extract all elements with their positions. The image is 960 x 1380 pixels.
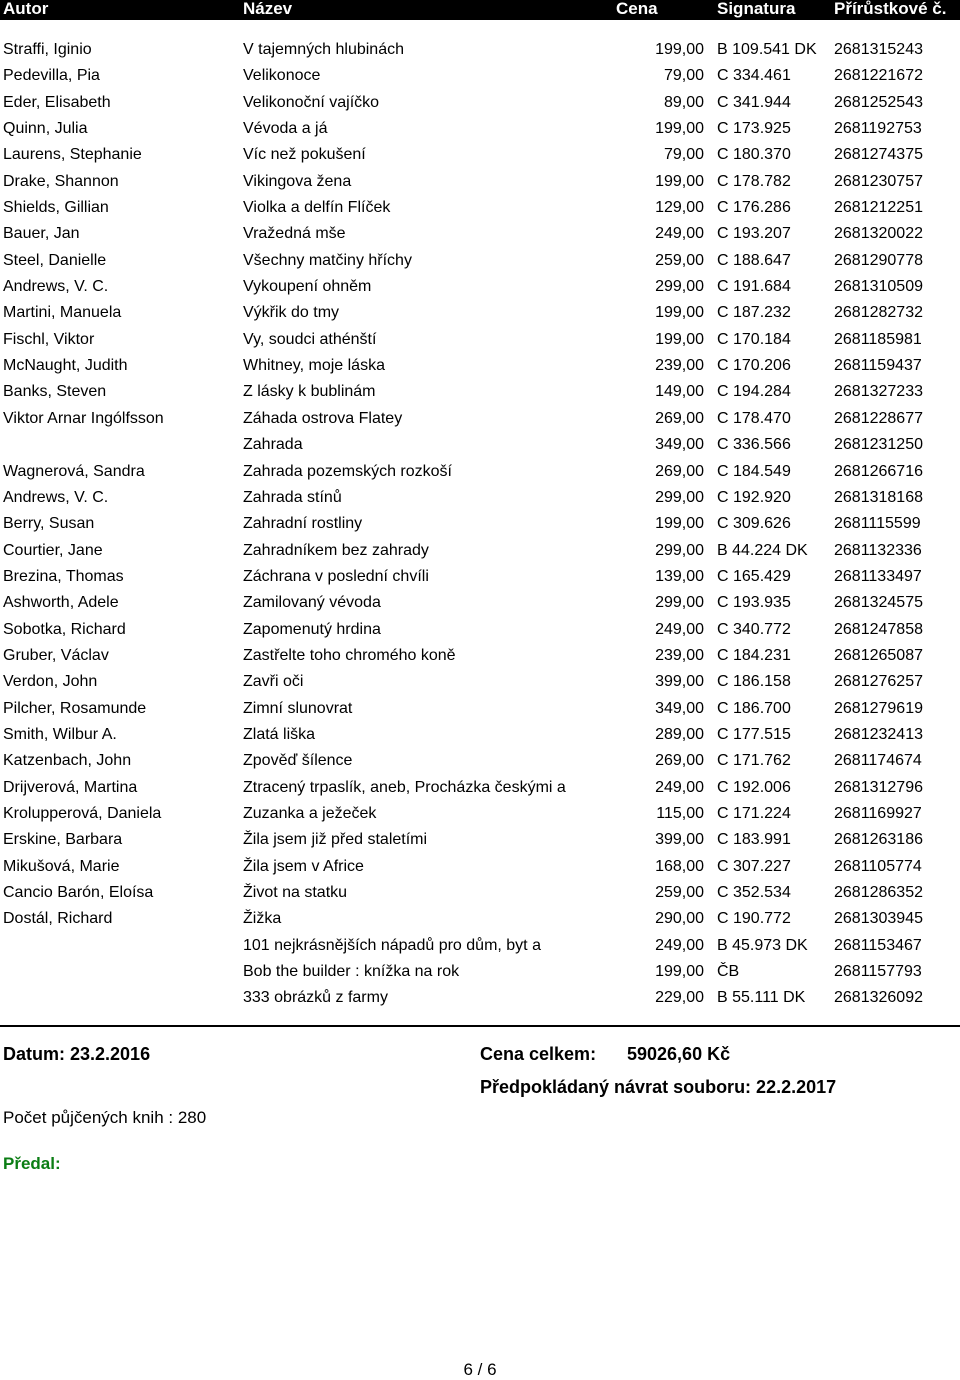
row-price: 399,00	[655, 673, 704, 691]
row-accession: 2681310509	[834, 278, 923, 296]
row-signature: B 44.224 DK	[717, 541, 808, 559]
row-price: 259,00	[655, 251, 704, 269]
row-author: Berry, Susan	[3, 515, 95, 533]
row-accession: 2681169927	[834, 804, 922, 822]
table-row	[0, 696, 960, 722]
row-price: 199,00	[655, 963, 704, 981]
row-signature: C 180.370	[717, 146, 791, 164]
table-row	[0, 669, 960, 695]
row-author: Steel, Danielle	[3, 251, 107, 269]
table-row	[0, 775, 960, 801]
row-price: 299,00	[655, 541, 704, 559]
table-row	[0, 906, 960, 932]
row-price: 199,00	[655, 41, 704, 58]
expected-return: Předpokládaný návrat souboru: 22.2.2017	[480, 1077, 837, 1097]
row-title: Vévoda a já	[243, 120, 328, 138]
row-accession: 2681247858	[834, 620, 923, 638]
row-price: 79,00	[663, 146, 704, 164]
table-row	[0, 985, 960, 1011]
row-signature: C 170.184	[717, 330, 791, 348]
row-price: 299,00	[655, 278, 704, 296]
row-signature: C 352.534	[717, 884, 791, 901]
table-row	[0, 37, 960, 63]
row-accession: 2681132336	[834, 541, 922, 559]
row-accession: 2681279619	[834, 699, 923, 717]
row-title: Zimní slunovrat	[243, 699, 353, 717]
row-title: Zavři oči	[243, 673, 304, 691]
row-price: 239,00	[655, 357, 704, 375]
row-price: 249,00	[655, 620, 704, 638]
row-price: 299,00	[655, 488, 704, 506]
row-signature: C 165.429	[717, 567, 791, 585]
row-title: Zahradní rostliny	[243, 515, 363, 533]
row-title: Whitney, moje láska	[243, 357, 385, 375]
row-accession: 2681290778	[834, 251, 923, 269]
row-accession: 2681232413	[834, 725, 923, 743]
row-accession: 2681312796	[834, 778, 923, 796]
row-title: Z lásky k bublinám	[243, 383, 376, 401]
row-price: 199,00	[655, 515, 704, 533]
table-row	[0, 353, 960, 379]
total-price-value: 59026,60 Kč	[627, 1044, 731, 1064]
row-price: 115,00	[656, 804, 704, 822]
row-title: Zahrada pozemských rozkoší	[243, 462, 452, 480]
table-row	[0, 63, 960, 89]
row-author: Krolupperová, Daniela	[3, 804, 162, 822]
row-title: Žila jsem v Africe	[243, 857, 364, 875]
table-row	[0, 880, 960, 906]
row-author: Smith, Wilbur A.	[3, 725, 117, 743]
row-price: 289,00	[655, 725, 704, 743]
row-title: Velikonoční vajíčko	[243, 93, 380, 111]
table-row	[0, 406, 960, 432]
row-author: Banks, Steven	[3, 383, 107, 401]
row-accession: 2681192753	[834, 120, 922, 138]
row-signature: C 186.700	[717, 699, 791, 717]
row-author: Andrews, V. C.	[3, 278, 109, 296]
row-title: 101 nejkrásnějších nápadů pro dům, byt a	[243, 936, 541, 954]
row-title: Vy, soudci athénští	[243, 330, 377, 348]
row-author: Brezina, Thomas	[3, 567, 124, 585]
row-title: Zapomenutý hrdina	[243, 620, 381, 638]
row-accession: 2681230757	[834, 172, 923, 190]
row-author: McNaught, Judith	[3, 357, 128, 375]
row-price: 129,00	[655, 199, 704, 217]
row-signature: C 171.224	[717, 804, 791, 822]
table-row	[0, 590, 960, 616]
row-signature: C 186.158	[717, 673, 791, 691]
row-signature: C 309.626	[717, 515, 791, 533]
row-signature: B 55.111 DK	[717, 989, 806, 1007]
row-accession: 2681282732	[834, 304, 923, 322]
header-title: Název	[243, 0, 293, 18]
row-title: Zahrada stínů	[243, 488, 342, 506]
row-price: 199,00	[655, 330, 704, 348]
borrowed-count: Počet půjčených knih : 280	[3, 1108, 207, 1127]
row-accession: 2681228677	[834, 409, 923, 427]
row-signature: C 192.006	[717, 778, 791, 796]
row-price: 89,00	[663, 93, 704, 111]
row-signature: C 173.925	[717, 120, 791, 138]
table-row	[0, 195, 960, 221]
row-author: Erskine, Barbara	[3, 831, 123, 849]
table-row	[0, 221, 960, 247]
table-row	[0, 432, 960, 458]
row-author: Fischl, Viktor	[3, 330, 95, 348]
row-price: 79,00	[663, 67, 704, 85]
row-title: Víc než pokušení	[243, 146, 366, 164]
row-accession: 2681221672	[834, 67, 923, 85]
header-signature: Signatura	[717, 0, 796, 18]
table-row	[0, 959, 960, 985]
row-price: 239,00	[655, 646, 704, 664]
row-title: Vražedná mše	[243, 225, 346, 243]
row-price: 349,00	[655, 699, 704, 717]
row-title: Zlatá liška	[243, 725, 316, 743]
row-price: 269,00	[655, 752, 704, 770]
row-accession: 2681286352	[834, 884, 923, 901]
table-header	[0, 0, 960, 20]
row-price: 349,00	[655, 436, 704, 454]
table-row	[0, 300, 960, 326]
table-row	[0, 827, 960, 853]
row-author: Pedevilla, Pia	[3, 67, 100, 85]
row-signature: C 190.772	[717, 910, 791, 928]
table-row	[0, 617, 960, 643]
row-accession: 2681231250	[834, 436, 923, 454]
row-accession: 2681115599	[834, 515, 921, 533]
row-signature: C 184.231	[717, 646, 791, 664]
row-price: 199,00	[655, 172, 704, 190]
row-accession: 2681265087	[834, 646, 923, 664]
row-title: Vikingova žena	[243, 172, 352, 190]
row-title: Záhada ostrova Flatey	[243, 409, 403, 427]
row-title: 333 obrázků z farmy	[243, 989, 388, 1007]
row-title: Zamilovaný vévoda	[243, 594, 381, 612]
row-price: 168,00	[655, 857, 704, 875]
row-author: Cancio Barón, Eloísa	[3, 884, 154, 901]
row-author: Katzenbach, John	[3, 752, 132, 770]
row-accession: 2681303945	[834, 910, 923, 928]
row-accession: 2681185981	[834, 330, 922, 348]
row-author: Bauer, Jan	[3, 225, 80, 243]
row-title: Zahradníkem bez zahrady	[243, 541, 429, 559]
row-author: Ashworth, Adele	[3, 594, 119, 612]
table-row	[0, 933, 960, 959]
row-signature: C 187.232	[717, 304, 791, 322]
row-title: Žila jsem již před staletími	[243, 831, 428, 849]
row-accession: 2681153467	[834, 936, 922, 954]
row-title: Záchrana v poslední chvíli	[243, 567, 429, 585]
header-price: Cena	[616, 0, 658, 18]
table-row	[0, 379, 960, 405]
table-row	[0, 169, 960, 195]
row-price: 299,00	[655, 594, 704, 612]
row-title: V tajemných hlubinách	[243, 41, 404, 58]
row-title: Violka a delfín Flíček	[243, 199, 391, 217]
row-title: Zpověď šílence	[243, 752, 353, 770]
row-accession: 2681320022	[834, 225, 923, 243]
row-title: Život na statku	[243, 884, 348, 901]
row-signature: ČB	[717, 963, 740, 981]
row-price: 199,00	[655, 120, 704, 138]
row-signature: C 193.207	[717, 225, 791, 243]
row-price: 249,00	[655, 225, 704, 243]
table-row	[0, 274, 960, 300]
row-author: Martini, Manuela	[3, 304, 122, 322]
row-author: Wagnerová, Sandra	[3, 462, 145, 480]
row-price: 139,00	[655, 567, 704, 585]
row-price: 259,00	[655, 884, 704, 901]
row-signature: C 334.461	[717, 67, 791, 85]
row-price: 149,00	[655, 383, 704, 401]
row-author: Viktor Arnar Ingólfsson	[3, 409, 164, 427]
table-row	[0, 248, 960, 274]
row-accession: 2681276257	[834, 673, 923, 691]
table-row	[0, 748, 960, 774]
row-author: Shields, Gillian	[3, 199, 109, 217]
row-signature: C 170.206	[717, 357, 791, 375]
row-signature: C 188.647	[717, 251, 791, 269]
row-signature: C 307.227	[717, 857, 791, 875]
row-accession: 2681274375	[834, 146, 923, 164]
row-price: 269,00	[655, 409, 704, 427]
row-signature: C 340.772	[717, 620, 791, 638]
row-signature: C 178.470	[717, 409, 791, 427]
row-signature: C 192.920	[717, 488, 791, 506]
row-author: Andrews, V. C.	[3, 488, 109, 506]
page-number: 6 / 6	[463, 1360, 497, 1379]
row-accession: 2681212251	[834, 199, 923, 217]
row-price: 199,00	[655, 304, 704, 322]
row-author: Eder, Elisabeth	[3, 93, 111, 111]
table-row	[0, 90, 960, 116]
row-price: 290,00	[655, 910, 704, 928]
row-accession: 2681315243	[834, 41, 923, 58]
row-price: 399,00	[655, 831, 704, 849]
table-row	[0, 564, 960, 590]
table-row	[0, 511, 960, 537]
row-signature: C 341.944	[717, 93, 791, 111]
row-author: Pilcher, Rosamunde	[3, 699, 147, 717]
row-author: Straffi, Iginio	[3, 41, 92, 58]
row-signature: B 109.541 DK	[717, 41, 817, 58]
row-accession: 2681266716	[834, 462, 923, 480]
row-title: Žižka	[243, 910, 282, 928]
row-signature: C 171.762	[717, 752, 791, 770]
row-accession: 2681157793	[834, 963, 922, 981]
row-accession: 2681324575	[834, 594, 923, 612]
row-author: Gruber, Václav	[3, 646, 109, 664]
row-title: Všechny matčiny hříchy	[243, 251, 412, 269]
row-signature: C 336.566	[717, 436, 791, 454]
row-author: Laurens, Stephanie	[3, 146, 142, 164]
row-signature: C 194.284	[717, 383, 791, 401]
row-signature: C 178.782	[717, 172, 791, 190]
row-title: Výkřik do tmy	[243, 304, 340, 322]
row-accession: 2681263186	[834, 831, 923, 849]
table-row	[0, 459, 960, 485]
row-author: Drijverová, Martina	[3, 778, 138, 796]
table-row	[0, 116, 960, 142]
table-row	[0, 142, 960, 168]
row-title: Zahrada	[243, 436, 303, 454]
table-row	[0, 801, 960, 827]
row-title: Zastřelte toho chromého koně	[243, 646, 456, 664]
row-author: Drake, Shannon	[3, 172, 119, 190]
row-signature: B 45.973 DK	[717, 936, 808, 954]
row-author: Verdon, John	[3, 673, 98, 691]
row-accession: 2681133497	[834, 567, 922, 585]
row-accession: 2681105774	[834, 857, 922, 875]
handed-over-label: Předal:	[3, 1154, 61, 1173]
row-title: Velikonoce	[243, 67, 321, 85]
row-accession: 2681174674	[834, 752, 922, 770]
header-accession: Přírůstkové č.	[834, 0, 947, 18]
row-author: Dostál, Richard	[3, 910, 113, 928]
row-accession: 2681252543	[834, 93, 923, 111]
row-author: Mikušová, Marie	[3, 857, 120, 875]
row-author: Sobotka, Richard	[3, 620, 126, 638]
row-author: Courtier, Jane	[3, 541, 103, 559]
row-accession: 2681326092	[834, 989, 923, 1007]
row-signature: C 176.286	[717, 199, 791, 217]
row-price: 249,00	[655, 936, 704, 954]
table-row	[0, 327, 960, 353]
row-accession: 2681327233	[834, 383, 923, 401]
row-title: Zuzanka a ježeček	[243, 804, 377, 822]
row-signature: C 183.991	[717, 831, 791, 849]
row-signature: C 191.684	[717, 278, 791, 296]
table-row	[0, 722, 960, 748]
row-signature: C 193.935	[717, 594, 791, 612]
total-price-label: Cena celkem:	[480, 1044, 597, 1064]
table-row	[0, 643, 960, 669]
row-price: 269,00	[655, 462, 704, 480]
row-signature: C 177.515	[717, 725, 791, 743]
header-author: Autor	[3, 0, 49, 18]
table-row	[0, 485, 960, 511]
footer-divider	[0, 1025, 960, 1027]
row-price: 249,00	[655, 778, 704, 796]
row-title: Bob the builder : knížka na rok	[243, 963, 460, 981]
date-label: Datum: 23.2.2016	[3, 1044, 151, 1064]
row-title: Vykoupení ohněm	[243, 278, 372, 296]
row-title: Ztracený trpaslík, aneb, Procházka českými a	[243, 778, 566, 796]
book-list	[0, 37, 960, 1012]
row-accession: 2681318168	[834, 488, 923, 506]
table-row	[0, 538, 960, 564]
row-signature: C 184.549	[717, 462, 791, 480]
row-accession: 2681159437	[834, 357, 922, 375]
row-author: Quinn, Julia	[3, 120, 88, 138]
table-row	[0, 854, 960, 880]
row-price: 229,00	[655, 989, 704, 1007]
